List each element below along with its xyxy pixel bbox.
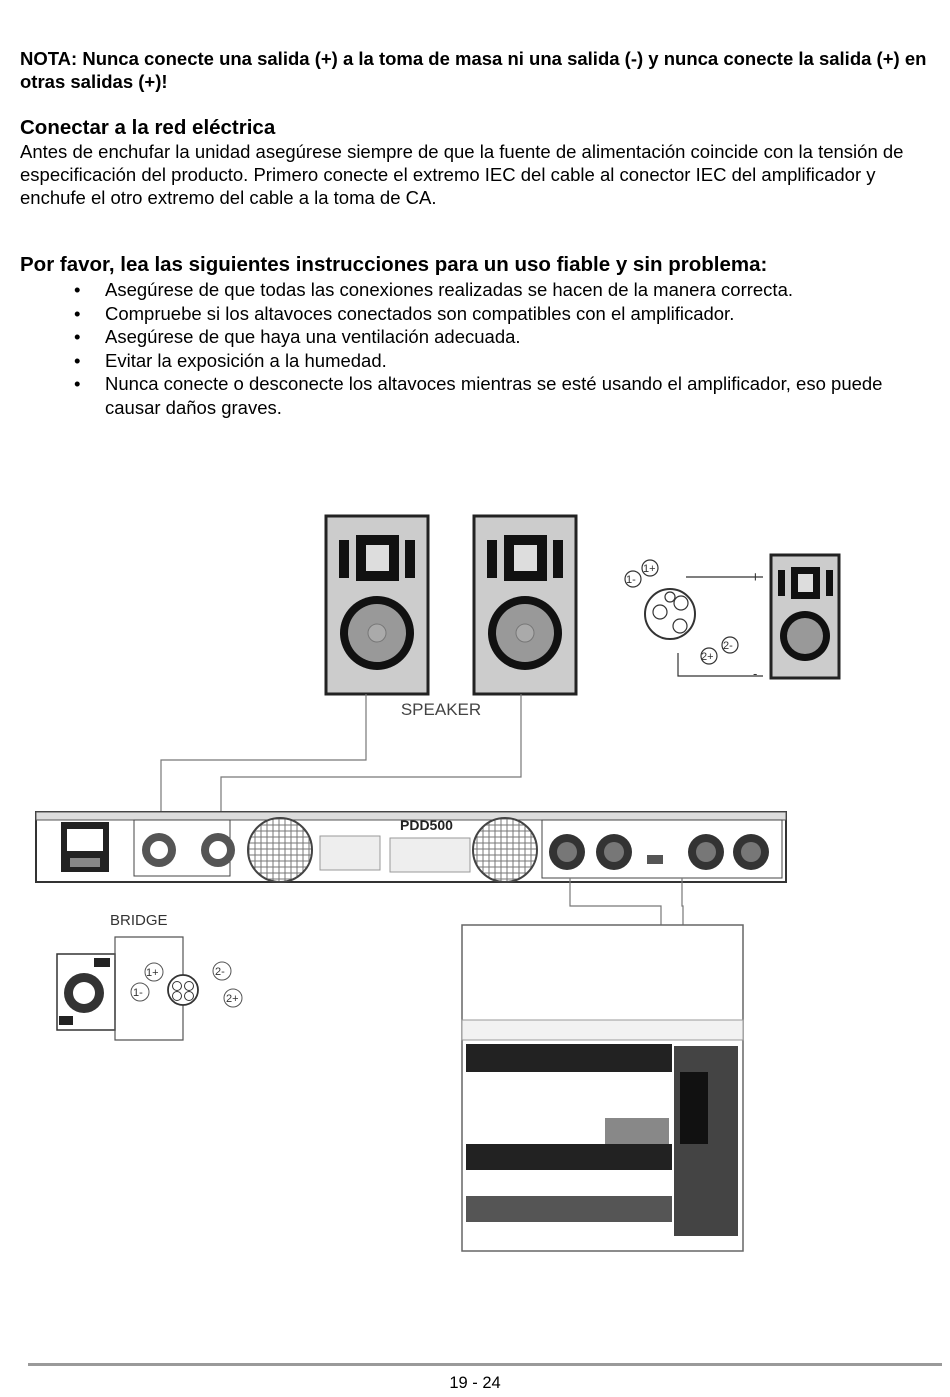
pin-label: 2+ (701, 651, 714, 663)
bullet-icon: • (74, 373, 81, 394)
bullet-icon: • (74, 349, 81, 371)
bridge-label: BRIDGE (110, 912, 168, 929)
pin-label: 2- (215, 966, 225, 978)
warning-note: NOTA: Nunca conecte una salida (+) a la toma de masa ni una salida (-) y nunca conecte la salida (+) en otras salidas (+)! (20, 48, 927, 92)
section-title-power: Conectar a la red eléctrica (20, 116, 276, 139)
bridge-diagram (57, 937, 242, 1040)
list-item: • Nunca conecte o desconecte los altavoces mientras se esté usando el amplificador, eso puede causar daños graves. (74, 373, 883, 418)
speaker-left (326, 516, 428, 694)
amplifier-rear-panel (36, 812, 786, 882)
pin-label: 1+ (643, 563, 656, 575)
pin-label: 2- (723, 640, 733, 652)
footer-divider (28, 1363, 942, 1366)
list-item: • Evitar la exposición a la humedad. (74, 349, 387, 371)
page-number: 19 - 24 (449, 1374, 501, 1392)
bullet-icon: • (74, 302, 81, 324)
pin-label: 1+ (146, 967, 159, 979)
mixer-console (462, 925, 743, 1251)
amplifier-model-label: PDD500 (400, 817, 453, 833)
connection-diagram (0, 500, 950, 1260)
minus-label: - (753, 666, 758, 681)
bullet-icon: • (74, 326, 81, 347)
section-title-instructions: Por favor, lea las siguientes instrucciones para un uso fiable y sin problema: (20, 253, 768, 276)
pin-label: 2+ (226, 993, 239, 1005)
pin-label: 1- (626, 574, 636, 586)
speaker-small (771, 555, 839, 678)
list-item: • Asegúrese de que haya una ventilación adecuada. (74, 326, 521, 347)
list-item: • Asegúrese de que todas las conexiones realizadas se hacen de la manera correcta. (74, 279, 794, 300)
speaker-label: SPEAKER (400, 700, 482, 719)
speaker-right (474, 516, 576, 694)
power-instructions: Antes de enchufar la unidad asegúrese siempre de que la fuente de alimentación coincide con la tensión de especificación del producto. Primero conecte el extremo IEC del cable al conector IEC del amplificador y enchufe el otro extremo del cable a la toma de CA. (20, 141, 904, 208)
list-item: • Compruebe si los altavoces conectados son compatibles con el amplificador. (74, 302, 735, 324)
plus-label: + (751, 569, 760, 586)
pin-label: 1- (133, 987, 143, 999)
bullet-icon: • (74, 279, 81, 300)
speakon-connector-diagram (625, 560, 763, 676)
instructions-list (20, 278, 920, 419)
